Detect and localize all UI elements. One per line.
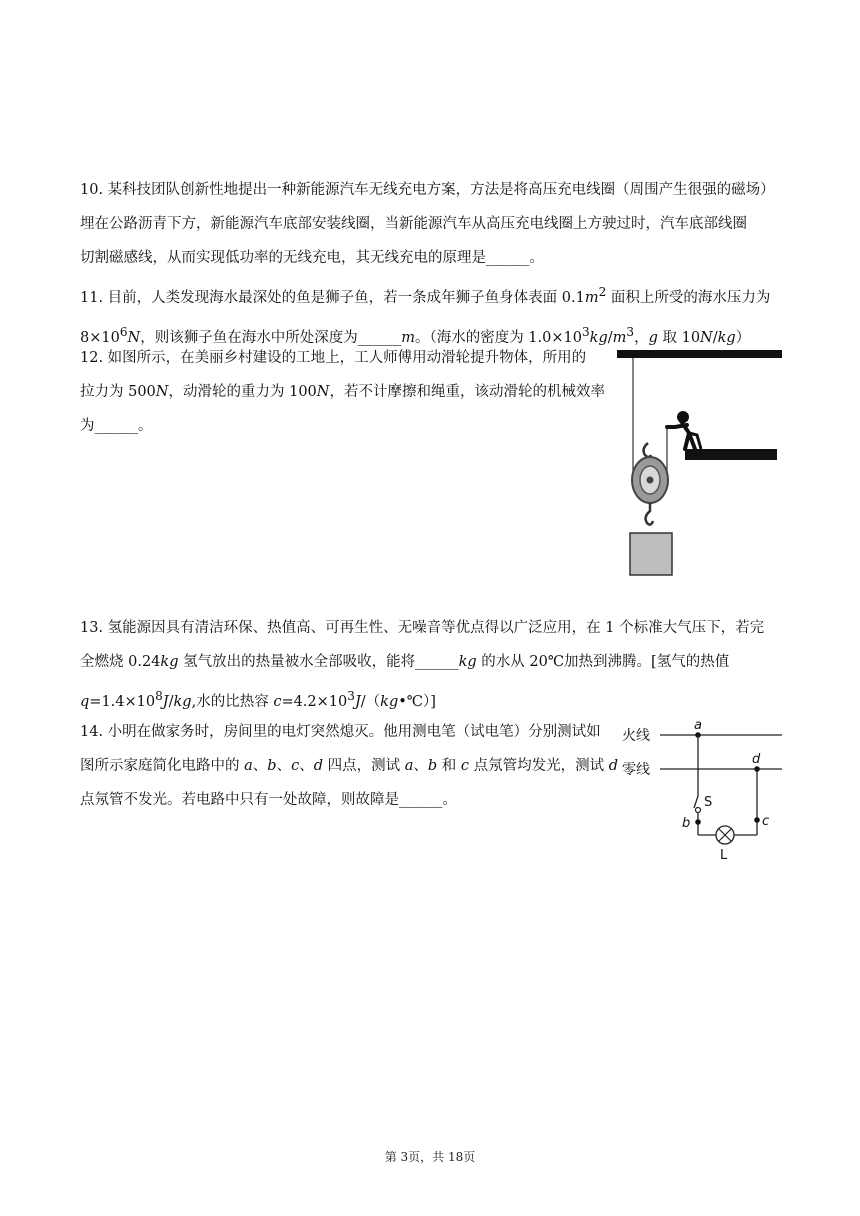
q12-line3: 为______。	[80, 418, 153, 434]
q14-line1: 14. 小明在做家务时，房间里的电灯突然熄灭。他用测电笔（试电笔）分别测试如	[80, 724, 601, 740]
movable-pulley-icon	[632, 457, 668, 503]
q13-line3: $q=1.4\times 10^8J/kg$,水的比热容 $c=4.2\times 10^3J/(kg•℃)$]	[80, 689, 436, 710]
q10-line3: 切割磁感线，从而实现低功率的无线充电，其无线充电的原理是______。	[80, 250, 544, 266]
label-c: c	[762, 814, 770, 829]
bottom-hook-icon	[646, 503, 653, 525]
pulley-figure	[615, 345, 787, 580]
q13-line1: 13. 氢能源因具有清洁环保、热值高、可再生性、无噪音等优点得以广泛应用，在 1 个标准大气压下，若完	[80, 620, 765, 636]
question-12	[80, 341, 620, 443]
q10-line2: 埋在公路沥青下方，新能源汽车底部安装线圈，当新能源汽车从高压充电线圈上方驶过时，汽车底部线圈	[80, 216, 747, 232]
q12-line2: 拉力为 500N，动滑轮的重力为 100N，若不计摩擦和绳重，该动滑轮的机械效率	[80, 384, 605, 400]
page-footer: 第 3页，共 18页	[384, 1150, 476, 1164]
question-10	[80, 173, 800, 275]
worker-icon	[667, 411, 701, 449]
q13-line2: 全燃烧 0.24kg 氢气放出的热量被水全部吸收，能将______kg 的水从 20℃加热到沸腾。[氢气的热值	[80, 654, 730, 670]
switch-contact	[696, 808, 701, 813]
label-d: d	[752, 752, 761, 767]
node-d	[754, 766, 760, 772]
q12-line1: 12. 如图所示，在美丽乡村建设的工地上，工人师傅用动滑轮提升物体，所用的	[80, 350, 587, 366]
ceiling-beam	[617, 350, 782, 358]
q10-line1: 10. 某科技团队创新性地提出一种新能源汽车无线充电方案，方法是将高压充电线圈（周围产生很强的磁场）	[80, 182, 775, 198]
circuit-figure	[620, 718, 788, 863]
q11-line1: 11. 目前，人类发现海水最深处的鱼是狮子鱼，若一条成年狮子鱼身体表面 $0.1m^2$ 面积上所受的海水压力为	[80, 285, 771, 306]
label-switch: S	[704, 795, 713, 810]
question-13	[80, 611, 800, 719]
top-hook-icon	[644, 443, 651, 457]
platform	[685, 449, 777, 460]
label-a: a	[694, 718, 702, 733]
q11-line2: $8\times 10^6N$，则该狮子鱼在海水中所处深度为______m。（海水的密度为 $1.0\times 10^3kg/m^3$，g 取 10N/kg）	[80, 324, 751, 346]
switch-blade	[694, 796, 698, 808]
lamp-icon	[716, 826, 734, 844]
node-b	[695, 819, 701, 825]
q14-line2: 图所示家庭简化电路中的 a、b、c、d 四点，测试 a、b 和 c 点氖管均发光，测试 d	[80, 758, 619, 774]
node-c	[754, 817, 760, 823]
label-b: b	[682, 816, 691, 831]
live-wire-label: 火线	[622, 728, 650, 744]
question-14	[80, 715, 625, 817]
q14-line3: 点氖管不发光。若电路中只有一处故障，则故障是______。	[80, 792, 457, 808]
neutral-wire-label: 零线	[622, 762, 650, 778]
label-lamp: L	[720, 848, 728, 863]
load-block	[630, 533, 672, 575]
